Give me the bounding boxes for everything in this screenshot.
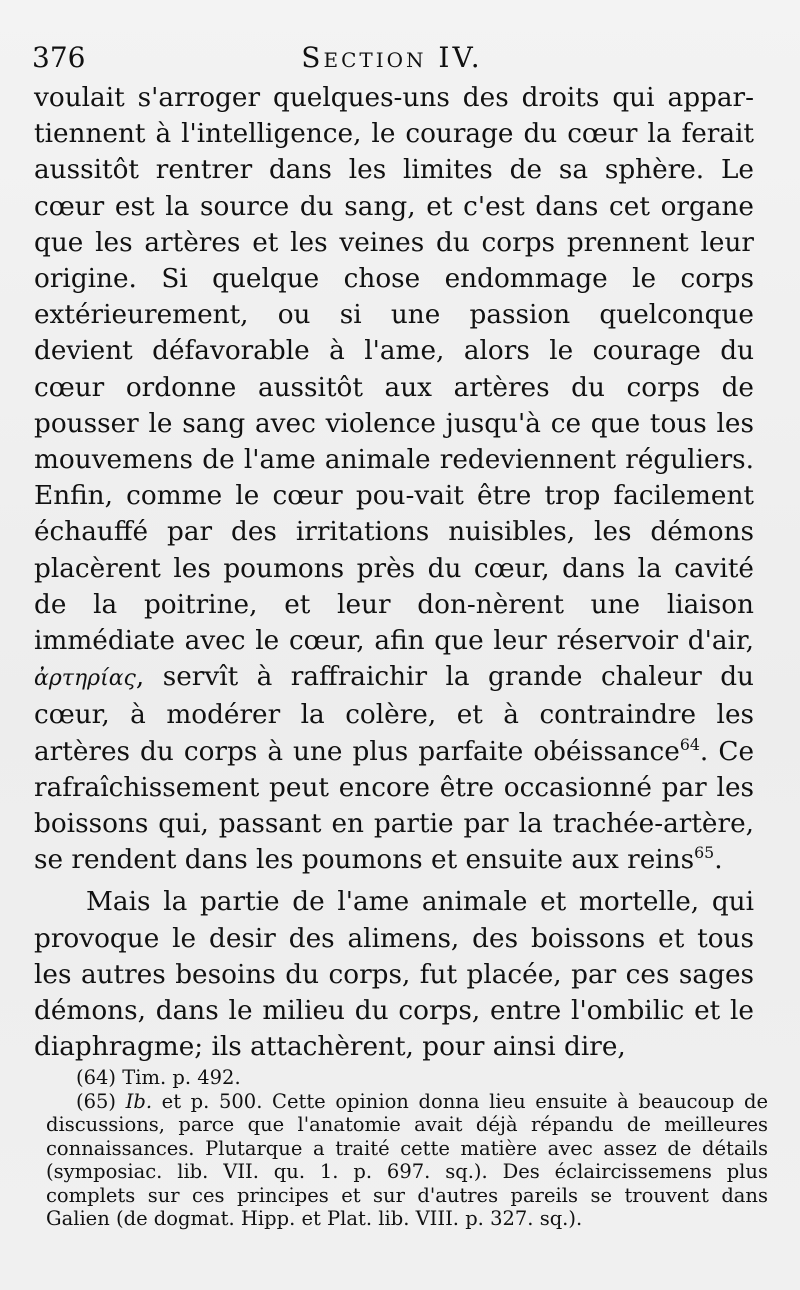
running-head bbox=[32, 38, 752, 78]
footnotes bbox=[46, 1066, 768, 1231]
paragraph-1 bbox=[34, 80, 754, 878]
section-title: Section IV. bbox=[301, 41, 483, 74]
page-number: 376 bbox=[32, 41, 86, 74]
footnote-64-text: Tim. p. 492. bbox=[116, 1066, 241, 1089]
main-text bbox=[34, 80, 754, 1065]
footnote-64 bbox=[46, 1066, 768, 1090]
footnote-65 bbox=[46, 1090, 768, 1231]
paragraph-1-part-b: , servît à raffraichir la grande chaleur du cœur, à modérer la colère, et à contraindre les artères du corps à une plus parfaite obéissance bbox=[34, 662, 754, 767]
footnote-64-marker: (64) bbox=[76, 1066, 117, 1089]
paragraph-1-part-c: . Ce rafraîchissement peut encore être occasionné par les boissons qui, passant en partie par la trachée-artère, se rendent dans les poumons et ensuite aux reins bbox=[34, 736, 755, 876]
paragraph-1-end: . bbox=[714, 845, 723, 876]
footnote-65-text: et p. 500. Cette opinion donna lieu ensuite à beaucoup de discussions, parce que l'anatomie avait déjà répandu de meilleures connaissances. Plutarque a traité cette matière avec assez de détails (symposiac. lib. VII. qu. 1. p. 697. sq.). Des éclaircissemens plus complets sur ces principes et sur d'autres pareils se trouvent dans Galien (de dogmat. Hipp. et Plat. lib. VIII. p. 327. sq.). bbox=[46, 1089, 768, 1230]
greek-word: ἀρτηρίας bbox=[34, 666, 136, 692]
footnote-65-marker: (65) bbox=[76, 1089, 117, 1113]
paragraph-1-part-a: voulait s'arroger quelques-uns des droits qui appar-tiennent à l'intelligence, le courage du cœur la ferait aussitôt rentrer dans les limites de sa sphère. Le cœur est la source du sang, et c'est dans cet organe que les artères et les veines du corps prennent leur origine. Si quelque chose endommage le corps extérieurement, ou si une passion quelconque devient défavorable à l'ame, alors le courage du cœur ordonne aussitôt aux artères du corps de pousser le sang avec violence jusqu'à ce que tous les mouvemens de l'ame animale redeviennent réguliers. Enfin, comme le cœur pou-vait être trop facilement échauffé par des irritations nuisibles, les démons placèrent les poumons près du cœur, dans la cavité de la poitrine, et leur don-nèrent une liaison immédiate avec le cœur, afin que leur réservoir d'air, bbox=[34, 83, 754, 657]
footnote-ref-64[interactable]: 64 bbox=[679, 734, 700, 754]
paragraph-2: Mais la partie de l'ame animale et mortelle, qui provoque le desir des alimens, des boissons et tous les autres besoins du corps, fut placée, par ces sages démons, dans le milieu du corps, entre l'ombilic et le diaphragme; ils attachèrent, pour ainsi dire, bbox=[34, 887, 754, 1063]
footnote-ref-65[interactable]: 65 bbox=[694, 843, 715, 863]
footnote-65-ibid: Ib. bbox=[125, 1089, 153, 1113]
